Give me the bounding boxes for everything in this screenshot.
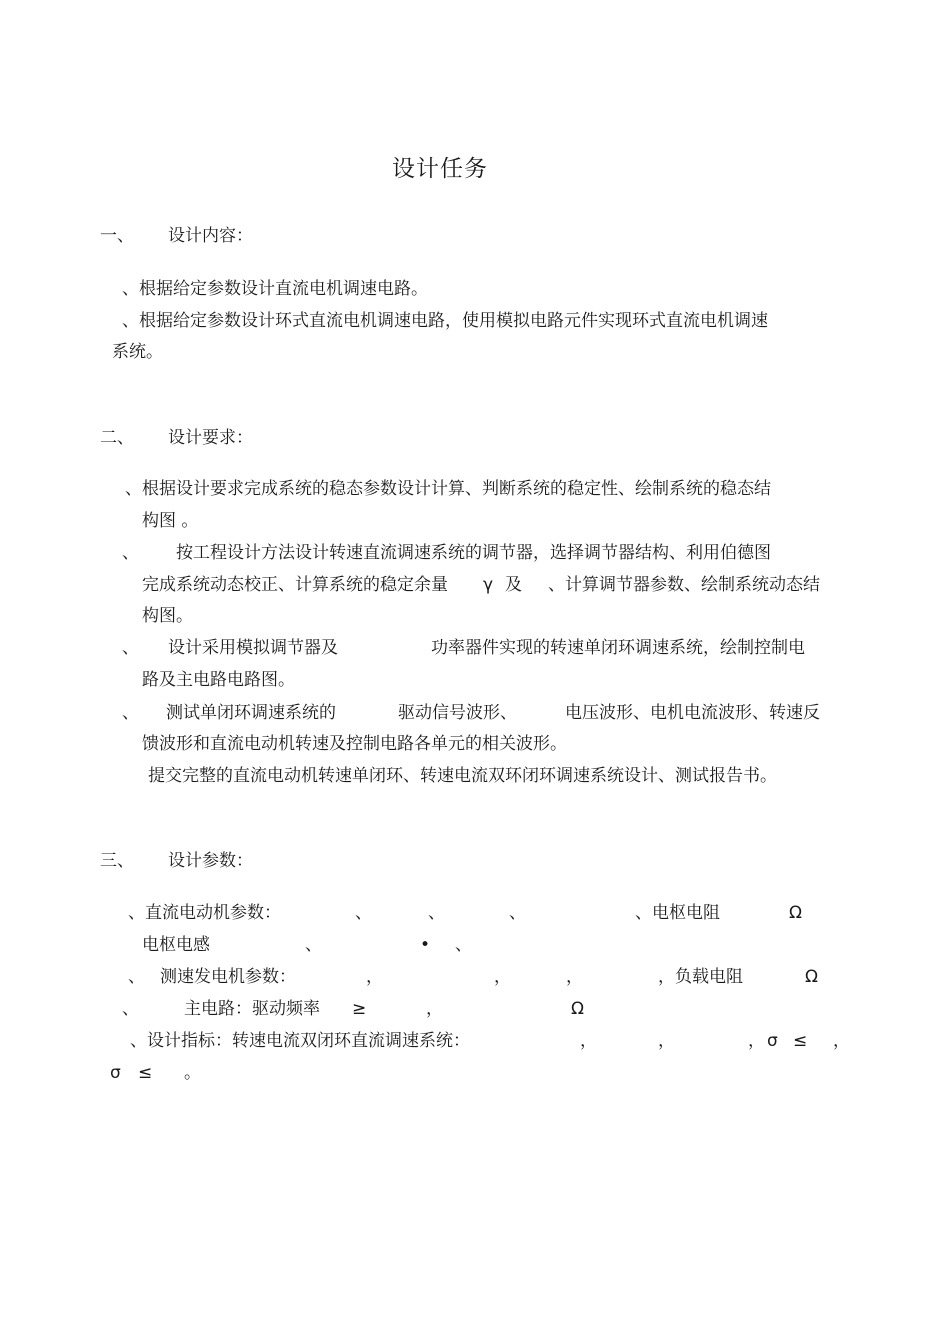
sigma-symbol: σ	[767, 1031, 778, 1051]
sigma-symbol: σ	[110, 1063, 121, 1083]
section2-item3-line1a: 设计采用模拟调节器及	[168, 638, 338, 658]
less-equal-symbol: ≤	[138, 1063, 153, 1083]
ohm-symbol: Ω	[789, 903, 802, 923]
section2-heading: 设计要求：	[168, 428, 253, 448]
section1-item2-line1: 、根据给定参数设计环式直流电机调速电路，使用模拟电路元件实现环式直流电机调速	[122, 311, 768, 331]
gamma-symbol: γ	[483, 575, 494, 595]
section3-number: 三、	[100, 851, 134, 871]
design-index-sep2: ，	[658, 1031, 675, 1051]
ohm-symbol: Ω	[571, 999, 584, 1019]
section2-number: 二、	[100, 428, 134, 448]
section2-item2-line3: 构图。	[142, 606, 193, 626]
motor-params-line2-sep1: 、	[305, 935, 322, 955]
tacho-params-sep1: ，	[366, 967, 383, 987]
tacho-params-sep2: ，	[494, 967, 511, 987]
design-index-end: 。	[184, 1063, 201, 1083]
main-circuit-label: 主电路：驱动频率	[184, 999, 320, 1019]
motor-params-sep1: 、	[355, 903, 372, 923]
section2-item4-line1c: 电压波形、电机电流波形、转速反	[565, 703, 820, 723]
page-title: 设计任务	[392, 156, 488, 182]
motor-params-sep2: 、	[428, 903, 445, 923]
section2-item3-line1b: 功率器件实现的转速单闭环调速系统，绘制控制电	[431, 638, 805, 658]
section2-item2-line1: 按工程设计方法设计转速直流调速系统的调节器，选择调节器结构、利用伯德图	[176, 543, 771, 563]
ohm-symbol: Ω	[805, 967, 818, 987]
design-index-label: 、设计指标：转速电流双闭环直流调速系统：	[130, 1031, 470, 1051]
motor-params-label: 、直流电动机参数：	[128, 903, 281, 923]
section2-item1-line2: 构图 。	[142, 511, 199, 531]
armature-resistance-label: 、电枢电阻	[635, 903, 720, 923]
section1-number: 一、	[100, 226, 134, 246]
tacho-params-label: 测速发电机参数：	[160, 967, 296, 987]
section1-item1: 、根据给定参数设计直流电机调速电路。	[122, 279, 428, 299]
section2-item2-line2b: 及	[505, 575, 522, 595]
armature-inductance-label: 电枢电感	[142, 935, 210, 955]
dot-symbol: •	[420, 935, 431, 955]
section2-item4-mark: 、	[122, 703, 139, 723]
less-equal-symbol: ≤	[793, 1031, 808, 1051]
design-index-sep1: ，	[580, 1031, 597, 1051]
section2-item4-line1a: 测试单闭环调速系统的	[166, 703, 336, 723]
section2-item2-mark: 、	[122, 543, 139, 563]
tacho-params-mark: 、	[128, 967, 145, 987]
motor-params-line2-sep2: 、	[455, 935, 472, 955]
section2-item2-line2a: 完成系统动态校正、计算系统的稳定余量	[142, 575, 448, 595]
section2-item5: 提交完整的直流电动机转速单闭环、转速电流双环闭环调速系统设计、测试报告书。	[148, 766, 777, 786]
design-index-sep3: ，	[748, 1031, 765, 1051]
section2-item1-line1: 、根据设计要求完成系统的稳态参数设计计算、判断系统的稳定性、绘制系统的稳态结	[125, 479, 771, 499]
greater-equal-symbol: ≥	[352, 999, 367, 1019]
section2-item2-line2c: 、计算调节器参数、绘制系统动态结	[548, 575, 820, 595]
section3-heading: 设计参数：	[168, 851, 253, 871]
main-circuit-mark: 、	[122, 999, 139, 1019]
section2-item3-line2: 路及主电路电路图。	[142, 670, 295, 690]
section2-item4-line1b: 驱动信号波形、	[398, 703, 517, 723]
motor-params-sep3: 、	[509, 903, 526, 923]
load-resistance-label: ，负载电阻	[658, 967, 743, 987]
main-circuit-sep: ，	[426, 999, 443, 1019]
section2-item4-line2: 馈波形和直流电动机转速及控制电路各单元的相关波形。	[142, 734, 567, 754]
section1-heading: 设计内容：	[168, 226, 253, 246]
section2-item3-mark: 、	[122, 638, 139, 658]
tacho-params-sep3: ，	[566, 967, 583, 987]
design-index-sep4: ，	[833, 1031, 850, 1051]
section1-item2-line2: 系统。	[112, 342, 163, 362]
